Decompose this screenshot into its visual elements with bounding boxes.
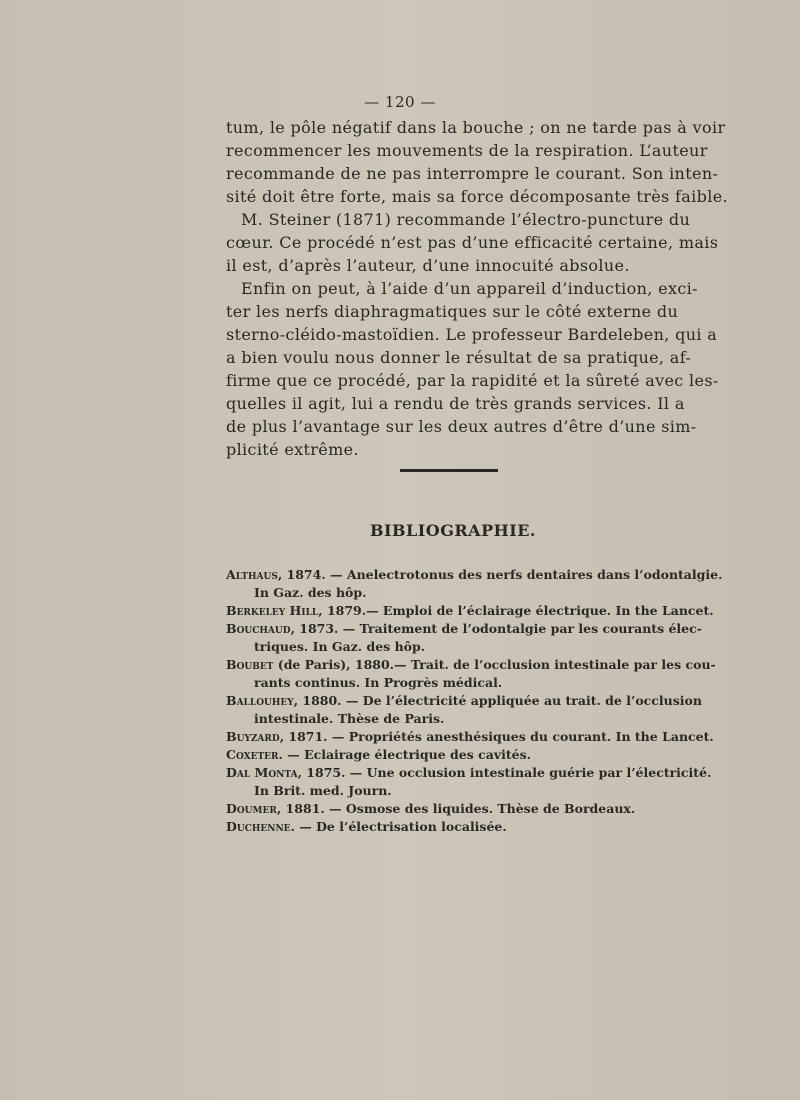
entry-author: Boubet [226,657,274,672]
text-line: de plus l’avantage sur les deux autres d’être d’une sim- [226,417,697,436]
text-line: sité doit être forte, mais sa force décomposante très faible. [226,187,728,206]
bibliography-entry [226,746,681,764]
entry-text: , 1874. — Anelectrotonus des nerfs dentaires dans l’odontalgie. [277,567,723,582]
bibliography-entry [226,692,702,728]
entry-author: Berkeley Hill [226,603,319,618]
text-line: recommencer les mouvements de la respiration. L’auteur [226,141,708,160]
bibliography-entry [226,602,714,620]
section-divider [400,469,498,472]
text-line: firme que ce procédé, par la rapidité et la sûreté avec les- [226,371,719,390]
text-line: a bien voulu nous donner le résultat de sa pratique, af- [226,348,692,367]
entry-continuation: In Gaz. des hôp. [254,585,367,600]
entry-author: Dal Monta [226,765,298,780]
entry-author: Buyzard [226,729,280,744]
body-text [226,116,728,461]
page-number: — 120 — [364,93,436,111]
entry-author: Coxeter [226,747,279,762]
entry-text: , 1875. — Une occlusion intestinale guérie par l’électricité. [297,765,712,780]
entry-author: Doumer [226,801,277,816]
entry-text: , 1881. — Osmose des liquides. Thèse de Bordeaux. [276,801,636,816]
entry-continuation: rants continus. In Progrès médical. [254,675,503,690]
entry-author: Althaus [226,567,278,582]
text-line: sterno-cléido-mastoïdien. Le professeur Bardeleben, qui a [226,325,718,344]
bibliography-list [226,566,723,836]
entry-continuation: intestinale. Thèse de Paris. [254,711,445,726]
bibliography-entry [226,728,714,746]
text-line: M. Steiner (1871) recommande l’électro-puncture du [241,210,691,229]
text-line: recommande de ne pas interrompre le courant. Son inten- [226,164,719,183]
text-line: cœur. Ce procédé n’est pas d’une efficacité certaine, mais [226,233,719,252]
text-line: tum, le pôle négatif dans la bouche ; on ne tarde pas à voir [226,118,726,137]
text-line: plicité extrême. [226,440,359,459]
text-line: il est, d’après l’auteur, d’une innocuité absolue. [226,256,630,275]
entry-text: , 1871. — Propriétés anesthésiques du courant. In the Lancet. [279,729,714,744]
bibliography-entry [226,620,702,656]
text-line: quelles il agit, lui a rendu de très grands services. Il a [226,394,685,413]
entry-text: , 1880. — De l’électricité appliquée au trait. de l’occlusion [293,693,702,708]
bibliography-entry [226,764,712,800]
entry-author: Duchenne [226,819,291,834]
entry-text: . — Eclairage électrique des cavités. [278,747,531,762]
bibliography-entry [226,800,681,818]
entry-text: (de Paris), 1880.— Trait. de l’occlusion intestinale par les cou- [273,657,716,672]
entry-author: Ballouhey [226,693,294,708]
bibliography-entry [226,566,723,602]
entry-continuation: triques. In Gaz. des hôp. [254,639,426,654]
entry-text: , 1873. — Traitement de l’odontalgie par les courants élec- [290,621,702,636]
text-line: ter les nerfs diaphragmatiques sur le côté externe du [226,302,679,321]
text-line: Enfin on peut, à l’aide d’un appareil d’induction, exci- [241,279,698,298]
entry-author: Bouchaud [226,621,291,636]
bibliography-entry [226,656,716,692]
entry-continuation: In Brit. med. Journ. [254,783,392,798]
bibliography-heading: BIBLIOGRAPHIE. [370,521,536,540]
entry-text: . — De l’électrisation localisée. [290,819,507,834]
bibliography-entry [226,818,681,836]
entry-text: , 1879.— Emploi de l’éclairage électrique. In the Lancet. [318,603,714,618]
